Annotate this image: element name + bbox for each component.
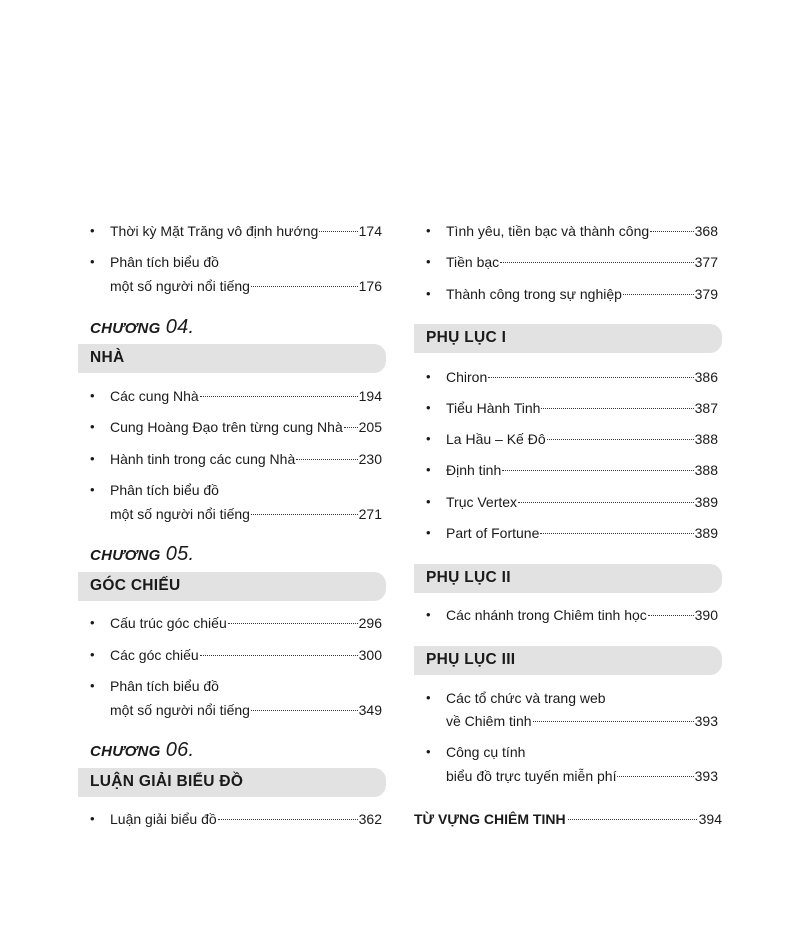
- toc-entry-page: 388: [694, 462, 718, 478]
- toc-entry-title-line2: một số người nổi tiếng: [110, 702, 250, 718]
- chapter-title: LUẬN GIẢI BIỂU ĐỒ: [90, 773, 244, 790]
- bullet: •: [90, 482, 95, 497]
- toc-entry-title: Thời kỳ Mặt Trăng vô định hướng: [110, 223, 319, 239]
- toc-entry-title: Cấu trúc góc chiếu: [110, 615, 227, 631]
- toc-entry-page: 230: [358, 451, 382, 467]
- bullet: •: [90, 811, 95, 826]
- toc-entry-title: Chiron: [446, 369, 488, 385]
- leader-dots: [251, 286, 358, 287]
- leader-dots: [319, 231, 357, 232]
- leader-dots: [650, 231, 694, 232]
- toc-entry-row: [110, 646, 382, 664]
- bullet: •: [90, 223, 95, 238]
- toc-entry-row: [446, 524, 718, 542]
- leader-dots: [251, 710, 358, 711]
- leader-dots: [228, 623, 358, 624]
- toc-entry-row: [446, 399, 718, 417]
- chapter-label: [90, 543, 194, 566]
- toc-entry-row: [446, 689, 718, 707]
- toc-entry-page: 389: [694, 494, 718, 510]
- leader-dots: [502, 470, 693, 471]
- toc-entry-row: [446, 767, 718, 785]
- toc-entry-row: [110, 614, 382, 632]
- appendix-banner: [414, 646, 722, 675]
- toc-entry-page: 205: [358, 419, 382, 435]
- chapter-banner: [78, 768, 386, 797]
- toc-entry-row: [110, 481, 382, 499]
- toc-entry-row: [110, 222, 382, 240]
- chapter-title: GÓC CHIẾU: [90, 577, 181, 594]
- toc-entry-title: La Hầu – Kế Đô: [446, 431, 546, 447]
- bullet: •: [426, 607, 431, 622]
- toc-entry-page: 387: [694, 400, 718, 416]
- chapter-label: [90, 739, 194, 762]
- toc-entry-title: Định tinh: [446, 462, 502, 478]
- bullet: •: [426, 254, 431, 269]
- bullet: •: [90, 615, 95, 630]
- chapter-number: 05.: [165, 543, 195, 565]
- toc-entry-page: 194: [358, 388, 382, 404]
- toc-entry-row: [110, 387, 382, 405]
- toc-entry-page: 349: [358, 702, 382, 718]
- leader-dots: [200, 396, 358, 397]
- toc-entry-page: 388: [694, 431, 718, 447]
- toc-entry-title-line1: Phân tích biểu đồ: [110, 482, 219, 498]
- toc-entry-title: Tình yêu, tiền bạc và thành công: [446, 223, 650, 239]
- toc-entry-row: [446, 285, 718, 303]
- toc-entry-page: 393: [694, 768, 718, 784]
- toc-entry-row: [446, 430, 718, 448]
- leader-dots: [540, 533, 693, 534]
- chapter-word: CHƯƠNG: [90, 743, 161, 760]
- toc-entry-title: Part of Fortune: [446, 525, 540, 541]
- toc-entry-row: [110, 418, 382, 436]
- toc-entry-row: [446, 461, 718, 479]
- bullet: •: [426, 744, 431, 759]
- toc-entry-title-line2: biểu đồ trực tuyến miễn phí: [446, 768, 617, 784]
- chapter-title: NHÀ: [90, 349, 125, 366]
- bullet: •: [90, 451, 95, 466]
- toc-entry-title-line1: Công cụ tính: [446, 744, 526, 760]
- bullet: •: [426, 462, 431, 477]
- toc-entry-page: 176: [358, 278, 382, 294]
- toc-entry-page: 368: [694, 223, 718, 239]
- leader-dots: [518, 502, 694, 503]
- toc-entry-row: [110, 450, 382, 468]
- appendix-title: PHỤ LỤC II: [426, 569, 511, 586]
- leader-dots: [500, 262, 693, 263]
- toc-entry-page: 300: [358, 647, 382, 663]
- toc-entry-row: [110, 505, 382, 523]
- toc-entry-title: Tiền bạc: [446, 254, 500, 270]
- bullet: •: [426, 494, 431, 509]
- toc-entry-page: 393: [694, 713, 718, 729]
- toc-entry-title-line1: Các tổ chức và trang web: [446, 690, 606, 706]
- leader-dots: [344, 427, 358, 428]
- bullet: •: [426, 690, 431, 705]
- leader-dots: [623, 294, 694, 295]
- glossary-entry[interactable]: [414, 810, 722, 828]
- toc-entry-title-line2: một số người nổi tiếng: [110, 506, 250, 522]
- bullet: •: [426, 369, 431, 384]
- glossary-title: TỪ VỰNG CHIÊM TINH: [414, 811, 566, 827]
- toc-entry-page: 386: [694, 369, 718, 385]
- toc-entry-row: [446, 493, 718, 511]
- appendix-title: PHỤ LỤC III: [426, 651, 516, 668]
- toc-entry-title: Hành tinh trong các cung Nhà: [110, 451, 296, 467]
- toc-entry-page: 377: [694, 254, 718, 270]
- toc-entry-title: Thành công trong sự nghiệp: [446, 286, 622, 302]
- toc-entry-row: [110, 701, 382, 719]
- leader-dots: [547, 439, 694, 440]
- bullet: •: [90, 388, 95, 403]
- leader-dots: [541, 408, 693, 409]
- chapter-word: CHƯƠNG: [90, 547, 161, 564]
- bullet: •: [90, 647, 95, 662]
- chapter-label: [90, 316, 194, 339]
- toc-entry-row: [110, 277, 382, 295]
- toc-entry-row: [446, 606, 718, 624]
- toc-entry-row: [446, 222, 718, 240]
- toc-entry-page: 271: [358, 506, 382, 522]
- bullet: •: [90, 419, 95, 434]
- chapter-word: CHƯƠNG: [90, 320, 161, 337]
- chapter-number: 06.: [165, 739, 195, 761]
- chapter-number: 04.: [165, 316, 195, 338]
- toc-entry-row: [446, 712, 718, 730]
- leader-dots: [488, 377, 693, 378]
- leader-dots: [251, 514, 358, 515]
- toc-entry-title-line2: một số người nổi tiếng: [110, 278, 250, 294]
- bullet: •: [90, 678, 95, 693]
- toc-entry-row: [446, 743, 718, 761]
- toc-entry-row: [110, 810, 382, 828]
- toc-entry-title-line2: về Chiêm tinh: [446, 713, 532, 729]
- toc-entry-page: 389: [694, 525, 718, 541]
- toc-entry-title: Các nhánh trong Chiêm tinh học: [446, 607, 647, 623]
- toc-entry-row: [446, 368, 718, 386]
- leader-dots: [568, 819, 697, 820]
- toc-entry-title-line1: Phân tích biểu đồ: [110, 254, 219, 270]
- toc-entry-page: 296: [358, 615, 382, 631]
- toc-entry-title: Các góc chiếu: [110, 647, 199, 663]
- leader-dots: [200, 655, 358, 656]
- toc-entry-page: 390: [694, 607, 718, 623]
- toc-entry-title: Các cung Nhà: [110, 388, 199, 404]
- leader-dots: [218, 819, 358, 820]
- toc-entry-title: Luận giải biểu đồ: [110, 811, 217, 827]
- bullet: •: [426, 400, 431, 415]
- toc-entry-row: [110, 253, 382, 271]
- appendix-title: PHỤ LỤC I: [426, 329, 507, 346]
- leader-dots: [617, 776, 693, 777]
- toc-entry-title-line1: Phân tích biểu đồ: [110, 678, 219, 694]
- appendix-banner: [414, 564, 722, 593]
- bullet: •: [426, 286, 431, 301]
- chapter-banner: [78, 344, 386, 373]
- toc-entry-row: [446, 253, 718, 271]
- bullet: •: [426, 431, 431, 446]
- toc-entry-row: [110, 677, 382, 695]
- toc-entry-title: Cung Hoàng Đạo trên từng cung Nhà: [110, 419, 343, 435]
- bullet: •: [426, 525, 431, 540]
- toc-entry-page: 174: [358, 223, 382, 239]
- toc-entry-page: 379: [694, 286, 718, 302]
- leader-dots: [533, 721, 694, 722]
- toc-entry-title: Trục Vertex: [446, 494, 518, 510]
- leader-dots: [648, 615, 694, 616]
- leader-dots: [296, 459, 357, 460]
- chapter-banner: [78, 572, 386, 601]
- toc-entry-page: 362: [358, 811, 382, 827]
- appendix-banner: [414, 324, 722, 353]
- glossary-page: 394: [698, 811, 722, 827]
- bullet: •: [426, 223, 431, 238]
- toc-entry-title: Tiểu Hành Tinh: [446, 400, 541, 416]
- bullet: •: [90, 254, 95, 269]
